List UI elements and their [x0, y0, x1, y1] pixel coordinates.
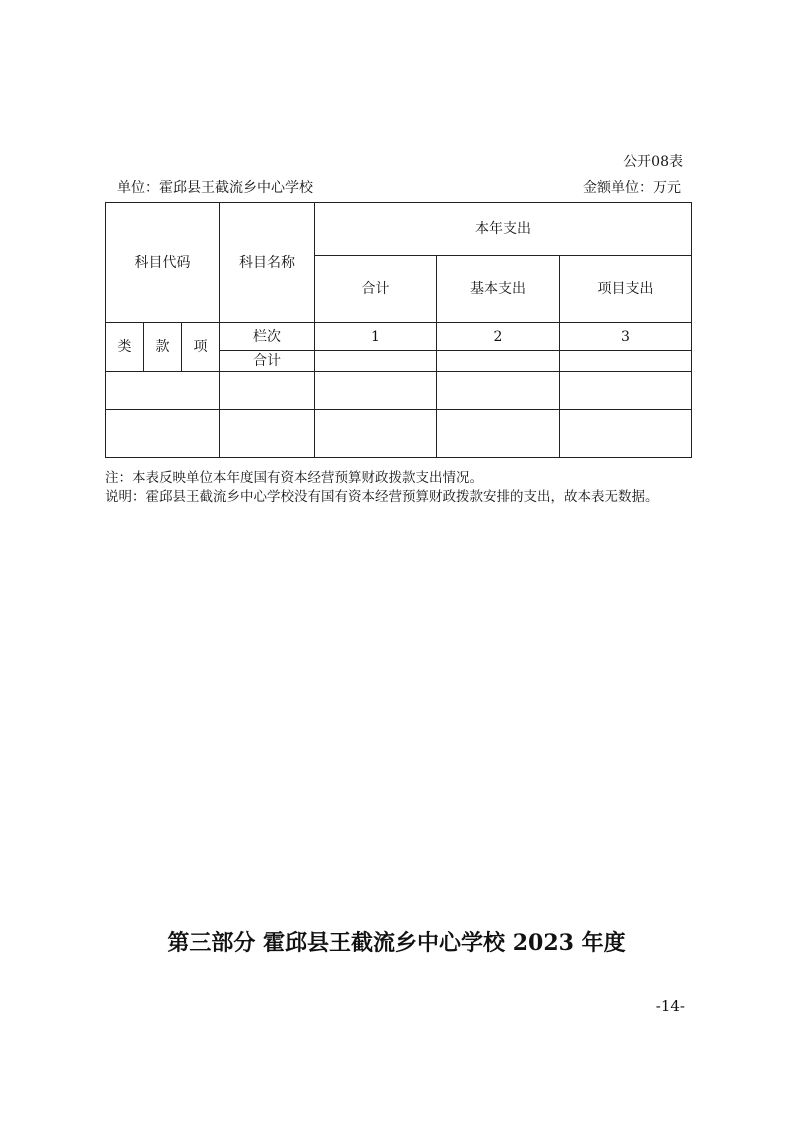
header-current-year-expense: 本年支出 [315, 203, 692, 256]
code-section: 款 [144, 323, 182, 372]
column-number-2: 2 [437, 323, 560, 351]
total-value-3 [560, 351, 692, 372]
table-cell [560, 410, 692, 458]
unit-label: 单位：霍邱县王截流乡中心学校 [117, 180, 313, 196]
total-value-1 [315, 351, 437, 372]
table-row [106, 372, 692, 410]
table-cell [315, 372, 437, 410]
table-cell [106, 410, 220, 458]
code-class: 类 [106, 323, 144, 372]
total-label: 合计 [220, 351, 315, 372]
header-row-1 [106, 203, 692, 256]
table-cell [437, 372, 560, 410]
table-explanation: 说明：霍邱县王截流乡中心学校没有国有资本经营预算财政拨款安排的支出，故本表无数据。 [105, 489, 659, 505]
header-subject-name: 科目名称 [220, 203, 315, 323]
amount-unit-label: 金额单位：万元 [583, 180, 681, 196]
table-note: 注：本表反映单位本年度国有资本经营预算财政拨款支出情况。 [105, 470, 483, 486]
table-cell [315, 410, 437, 458]
total-value-2 [437, 351, 560, 372]
header-basic-expense: 基本支出 [437, 256, 560, 323]
section-heading: 第三部分 霍邱县王截流乡中心学校 2023 年度 [167, 930, 626, 956]
header-project-expense: 项目支出 [560, 256, 692, 323]
expense-table [105, 202, 692, 458]
header-total: 合计 [315, 256, 437, 323]
column-number-1: 1 [315, 323, 437, 351]
table-row [106, 410, 692, 458]
table-cell [560, 372, 692, 410]
table-cell [437, 410, 560, 458]
column-number-3: 3 [560, 323, 692, 351]
table-cell [106, 372, 220, 410]
header-subject-code: 科目代码 [106, 203, 220, 323]
table-cell [220, 372, 315, 410]
table-cell [220, 410, 315, 458]
code-item: 项 [182, 323, 220, 372]
column-index-row [106, 323, 692, 351]
page-number: -14- [655, 997, 685, 1015]
column-index-label: 栏次 [220, 323, 315, 351]
table-number: 公开08表 [623, 154, 683, 170]
